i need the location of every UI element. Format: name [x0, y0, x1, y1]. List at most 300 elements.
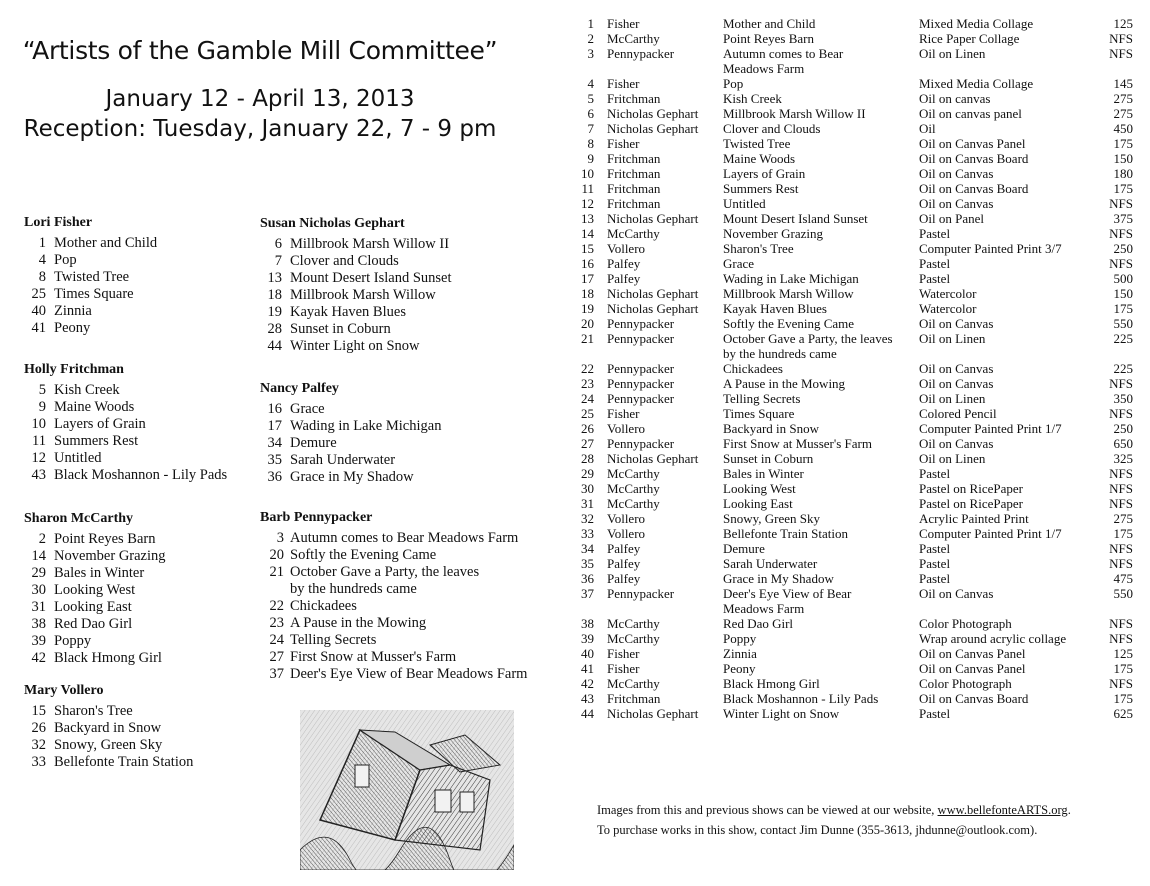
item-artist: Pennypacker — [607, 586, 675, 601]
table-row — [574, 496, 1133, 511]
artwork-number: 15 — [31, 703, 46, 719]
item-title — [723, 241, 919, 256]
table-row — [574, 616, 1133, 631]
item-medium: Computer Painted Print 3/7 — [919, 241, 1062, 256]
artwork-number: 29 — [31, 565, 46, 581]
item-number: 22 — [581, 361, 594, 376]
artwork-title: Autumn comes to Bear Meadows Farm — [290, 530, 519, 546]
item-artist: Fritchman — [607, 196, 661, 211]
item-number: 7 — [587, 121, 594, 136]
item-medium: Pastel — [919, 571, 951, 586]
artist-name: Mary Vollero — [24, 683, 104, 698]
artwork-title: Clover and Clouds — [290, 253, 399, 269]
item-title-line: Pop — [723, 76, 744, 91]
artwork-title: Summers Rest — [54, 433, 139, 449]
artwork-number: 16 — [267, 401, 282, 417]
item-number: 11 — [581, 181, 594, 196]
artwork-item — [24, 450, 227, 467]
item-title — [723, 616, 919, 631]
table-row — [574, 166, 1133, 181]
item-artist: Fritchman — [607, 151, 661, 166]
item-price: NFS — [1109, 196, 1133, 211]
item-medium: Pastel on RicePaper — [919, 496, 1023, 511]
item-title-line: A Pause in the Mowing — [723, 376, 846, 391]
table-row — [574, 271, 1133, 286]
artwork-item — [260, 253, 452, 270]
item-title-line-2: Meadows Farm — [723, 61, 805, 76]
artwork-item — [260, 435, 441, 452]
artwork-title: Mount Desert Island Sunset — [290, 270, 452, 286]
item-title — [723, 31, 919, 46]
artwork-title: Millbrook Marsh Willow — [290, 287, 436, 303]
item-artist: Nicholas Gephart — [607, 286, 699, 301]
artwork-number: 20 — [269, 547, 284, 563]
item-title — [723, 556, 919, 571]
item-title-line: Looking West — [723, 481, 796, 496]
item-title — [723, 151, 919, 166]
item-title-line: Deer's Eye View of Bear — [723, 586, 852, 601]
item-title-line: Wading in Lake Michigan — [723, 271, 859, 286]
artwork-number: 32 — [31, 737, 46, 753]
item-artist: McCarthy — [607, 631, 660, 646]
table-row — [574, 481, 1133, 496]
footer-line-1 — [597, 800, 1071, 820]
item-title-line: Sharon's Tree — [723, 241, 794, 256]
item-artist: Fisher — [607, 136, 640, 151]
item-number: 32 — [581, 511, 594, 526]
artwork-number: 10 — [31, 416, 46, 432]
item-title — [723, 121, 919, 136]
item-title-line: Clover and Clouds — [723, 121, 821, 136]
item-title — [723, 391, 919, 406]
item-title-line: Millbrook Marsh Willow — [723, 286, 854, 301]
artwork-title: Black Moshannon - Lily Pads — [54, 467, 228, 483]
item-title — [723, 76, 919, 91]
item-title — [723, 541, 919, 556]
footer-website-text: Images from this and previous shows can be viewed at our website, — [597, 803, 938, 817]
website-link[interactable]: www.bellefonteARTS.org — [937, 803, 1068, 817]
item-number: 9 — [587, 151, 594, 166]
artist-section-vollero — [24, 683, 193, 771]
item-artist: Nicholas Gephart — [607, 706, 699, 721]
item-number: 25 — [581, 406, 594, 421]
item-price: 650 — [1113, 436, 1133, 451]
item-number: 36 — [581, 571, 594, 586]
artwork-item — [24, 416, 227, 433]
artwork-title: Poppy — [54, 633, 92, 649]
item-price: NFS — [1109, 46, 1133, 61]
table-row — [574, 436, 1133, 451]
artwork-number: 3 — [276, 530, 284, 546]
item-number: 35 — [581, 556, 594, 571]
artwork-number: 28 — [267, 321, 282, 337]
item-price: NFS — [1109, 256, 1133, 271]
item-price: 125 — [1113, 646, 1133, 661]
item-title — [723, 16, 919, 31]
artwork-number: 11 — [32, 433, 46, 449]
artist-name: Lori Fisher — [24, 215, 93, 230]
table-row — [574, 406, 1133, 421]
item-title — [723, 316, 919, 331]
artwork-number: 23 — [269, 615, 284, 631]
item-medium: Watercolor — [919, 301, 977, 316]
item-title — [723, 586, 919, 616]
item-number: 3 — [587, 46, 594, 61]
artwork-item — [260, 649, 527, 666]
item-title — [723, 376, 919, 391]
item-title-line: Softly the Evening Came — [723, 316, 855, 331]
item-artist: Palfey — [607, 271, 641, 286]
artwork-number: 30 — [31, 582, 46, 598]
artwork-title: A Pause in the Mowing — [290, 615, 427, 631]
table-row — [574, 376, 1133, 391]
artwork-number: 9 — [38, 399, 46, 415]
item-title — [723, 136, 919, 151]
artwork-title: Looking West — [54, 582, 136, 598]
item-title-line: Telling Secrets — [723, 391, 801, 406]
artwork-title: Maine Woods — [54, 399, 135, 415]
item-medium: Oil on Linen — [919, 451, 986, 466]
item-artist: Nicholas Gephart — [607, 451, 699, 466]
table-row — [574, 316, 1133, 331]
item-price: 325 — [1113, 451, 1133, 466]
item-medium: Wrap around acrylic collage — [919, 631, 1067, 646]
artwork-title: Red Dao Girl — [54, 616, 133, 632]
item-price: 175 — [1113, 181, 1133, 196]
item-title-line-2: by the hundreds came — [723, 346, 837, 361]
table-row — [574, 16, 1133, 31]
table-row — [574, 631, 1133, 646]
item-number: 44 — [581, 706, 594, 721]
footer-info — [597, 800, 1071, 840]
table-row — [574, 511, 1133, 526]
item-price: NFS — [1109, 31, 1133, 46]
table-row — [574, 286, 1133, 301]
artist-name: Holly Fritchman — [24, 362, 124, 377]
item-title — [723, 511, 919, 526]
show-dates: January 12 - April 13, 2013 — [105, 86, 415, 112]
item-artist: Pennypacker — [607, 316, 675, 331]
item-price: NFS — [1109, 496, 1133, 511]
artwork-title: November Grazing — [54, 548, 166, 564]
item-price: NFS — [1109, 226, 1133, 241]
artist-name: Nancy Palfey — [260, 381, 339, 396]
artwork-number: 40 — [31, 303, 46, 319]
artwork-item — [260, 321, 452, 338]
item-medium: Pastel on RicePaper — [919, 481, 1023, 496]
artwork-number: 19 — [267, 304, 282, 320]
item-title-line: Layers of Grain — [723, 166, 806, 181]
item-medium: Oil on Canvas — [919, 436, 994, 451]
item-medium: Oil on canvas — [919, 91, 991, 106]
artwork-title: October Gave a Party, the leaves — [290, 564, 480, 580]
item-medium: Pastel — [919, 256, 951, 271]
artwork-item — [260, 236, 452, 253]
artwork-item-continued — [260, 581, 527, 598]
artwork-item — [24, 565, 166, 582]
artwork-item — [260, 530, 527, 547]
item-number: 43 — [581, 691, 594, 706]
artwork-item — [260, 547, 527, 564]
item-medium: Oil on Linen — [919, 391, 986, 406]
artwork-item — [260, 338, 452, 355]
item-number: 41 — [581, 661, 594, 676]
table-row — [574, 466, 1133, 481]
artwork-number: 5 — [38, 382, 46, 398]
table-row — [574, 211, 1133, 226]
artwork-title: Pop — [54, 252, 77, 268]
artwork-item — [260, 469, 441, 486]
item-title-line-2: Meadows Farm — [723, 601, 805, 616]
artwork-item — [24, 382, 227, 399]
item-number: 4 — [587, 76, 594, 91]
artwork-title: Chickadees — [290, 598, 357, 614]
item-title — [723, 226, 919, 241]
item-number: 13 — [581, 211, 594, 226]
item-artist: McCarthy — [607, 481, 660, 496]
table-row — [574, 121, 1133, 136]
item-price: 145 — [1113, 76, 1133, 91]
item-number: 29 — [581, 466, 594, 481]
table-row — [574, 691, 1133, 706]
item-title-line: Mother and Child — [723, 16, 816, 31]
item-artist: Pennypacker — [607, 46, 675, 61]
artwork-number: 24 — [269, 632, 284, 648]
artwork-title: Zinnia — [54, 303, 92, 319]
item-artist: Fisher — [607, 406, 640, 421]
table-row — [574, 646, 1133, 661]
artwork-title: Bales in Winter — [54, 565, 145, 581]
artwork-number: 14 — [31, 548, 46, 564]
table-row — [574, 526, 1133, 541]
item-medium: Acrylic Painted Print — [919, 511, 1029, 526]
artwork-number: 34 — [267, 435, 282, 451]
item-price: 625 — [1113, 706, 1133, 721]
item-medium: Oil on Linen — [919, 46, 986, 61]
item-medium: Mixed Media Collage — [919, 16, 1034, 31]
artwork-item — [24, 582, 166, 599]
item-title-line: Chickadees — [723, 361, 783, 376]
item-price: NFS — [1109, 466, 1133, 481]
item-number: 6 — [587, 106, 594, 121]
artwork-title: Kish Creek — [54, 382, 120, 398]
artwork-number: 35 — [267, 452, 282, 468]
item-title-line: Untitled — [723, 196, 766, 211]
item-number: 40 — [581, 646, 594, 661]
artwork-number: 8 — [38, 269, 46, 285]
item-price: 125 — [1113, 16, 1133, 31]
artist-section-palfey — [260, 381, 441, 486]
artwork-number: 41 — [31, 320, 46, 336]
item-title — [723, 436, 919, 451]
item-medium: Oil on Canvas — [919, 586, 994, 601]
artist-section-mccarthy — [24, 511, 166, 667]
artwork-number: 25 — [31, 286, 46, 302]
artwork-title: Sharon's Tree — [54, 703, 133, 719]
item-title — [723, 421, 919, 436]
artwork-title: First Snow at Musser's Farm — [290, 649, 457, 665]
item-number: 21 — [581, 331, 594, 346]
item-medium: Oil on canvas panel — [919, 106, 1022, 121]
artwork-number: 21 — [269, 564, 284, 580]
item-title-line: Snowy, Green Sky — [723, 511, 821, 526]
item-medium: Oil on Canvas — [919, 196, 994, 211]
item-artist: McCarthy — [607, 226, 660, 241]
item-price: NFS — [1109, 676, 1133, 691]
item-price: 150 — [1113, 286, 1133, 301]
item-title — [723, 481, 919, 496]
item-title-line: Grace in My Shadow — [723, 571, 834, 586]
item-title — [723, 406, 919, 421]
item-medium: Pastel — [919, 541, 951, 556]
artwork-title: Kayak Haven Blues — [290, 304, 406, 320]
item-number: 15 — [581, 241, 594, 256]
item-title — [723, 286, 919, 301]
item-title-line: Bellefonte Train Station — [723, 526, 848, 541]
artwork-number: 27 — [269, 649, 284, 665]
item-medium: Pastel — [919, 556, 951, 571]
item-price: 180 — [1113, 166, 1133, 181]
item-medium: Oil on Canvas Panel — [919, 661, 1026, 676]
item-title — [723, 301, 919, 316]
table-row — [574, 661, 1133, 676]
item-title — [723, 691, 919, 706]
item-number: 42 — [581, 676, 594, 691]
table-row — [574, 391, 1133, 406]
item-artist: McCarthy — [607, 676, 660, 691]
artwork-title: Telling Secrets — [290, 632, 377, 648]
item-number: 14 — [581, 226, 594, 241]
item-medium: Pastel — [919, 226, 951, 241]
item-price: 550 — [1113, 316, 1133, 331]
item-title-line: November Grazing — [723, 226, 823, 241]
item-medium: Oil on Canvas — [919, 376, 994, 391]
item-price: 225 — [1113, 361, 1133, 376]
artwork-number: 38 — [31, 616, 46, 632]
item-number: 39 — [581, 631, 594, 646]
item-title-line: Zinnia — [723, 646, 757, 661]
item-title-line: Red Dao Girl — [723, 616, 794, 631]
item-number: 5 — [587, 91, 594, 106]
item-title-line: Summers Rest — [723, 181, 799, 196]
artwork-item — [260, 632, 527, 649]
item-number: 20 — [581, 316, 594, 331]
item-artist: McCarthy — [607, 616, 660, 631]
item-title-line: Autumn comes to Bear — [723, 46, 844, 61]
item-number: 1 — [587, 16, 594, 31]
item-title — [723, 451, 919, 466]
item-number: 30 — [581, 481, 594, 496]
item-number: 37 — [581, 586, 594, 601]
item-price: NFS — [1109, 481, 1133, 496]
item-title-line: Millbrook Marsh Willow II — [723, 106, 866, 121]
item-artist: McCarthy — [607, 466, 660, 481]
house-sketch-image — [300, 710, 514, 870]
artwork-title: Wading in Lake Michigan — [290, 418, 442, 434]
item-medium: Oil on Canvas Board — [919, 691, 1029, 706]
table-row — [574, 331, 1133, 361]
artwork-item — [24, 720, 193, 737]
artwork-item — [24, 252, 157, 269]
artwork-number: 42 — [31, 650, 46, 666]
artwork-number: 13 — [267, 270, 282, 286]
item-number: 23 — [581, 376, 594, 391]
item-number: 17 — [581, 271, 594, 286]
item-medium: Pastel — [919, 271, 951, 286]
artwork-title: Mother and Child — [54, 235, 158, 251]
item-artist: Fritchman — [607, 166, 661, 181]
item-artist: Pennypacker — [607, 436, 675, 451]
item-number: 34 — [581, 541, 594, 556]
item-medium: Color Photograph — [919, 616, 1012, 631]
artwork-item — [24, 754, 193, 771]
item-title-line: Point Reyes Barn — [723, 31, 814, 46]
item-title — [723, 196, 919, 211]
item-price: 175 — [1113, 301, 1133, 316]
table-row — [574, 226, 1133, 241]
item-artist: Fritchman — [607, 181, 661, 196]
artwork-item — [260, 666, 527, 683]
item-price: 225 — [1113, 331, 1133, 346]
item-title — [723, 91, 919, 106]
item-artist: Fisher — [607, 16, 640, 31]
artist-name: Barb Pennypacker — [260, 510, 373, 525]
artwork-number: 17 — [267, 418, 282, 434]
artwork-title: Sarah Underwater — [290, 452, 396, 468]
item-artist: Nicholas Gephart — [607, 121, 699, 136]
item-medium: Mixed Media Collage — [919, 76, 1034, 91]
table-row — [574, 136, 1133, 151]
footer-period: . — [1067, 803, 1071, 817]
item-price: 350 — [1113, 391, 1133, 406]
artwork-item — [24, 235, 157, 252]
artwork-item — [24, 633, 166, 650]
artwork-number: 6 — [274, 236, 282, 252]
item-artist: Pennypacker — [607, 361, 675, 376]
artwork-number: 39 — [31, 633, 46, 649]
artist-section-fritchman — [24, 362, 227, 484]
item-title — [723, 106, 919, 121]
item-artist: Palfey — [607, 556, 641, 571]
item-medium: Oil on Canvas — [919, 166, 994, 181]
item-artist: Pennypacker — [607, 376, 675, 391]
item-price: NFS — [1109, 541, 1133, 556]
artwork-item — [24, 616, 166, 633]
item-title-line: Looking East — [723, 496, 793, 511]
artwork-number: 12 — [31, 450, 46, 466]
item-title-line: Maine Woods — [723, 151, 796, 166]
item-artist: Palfey — [607, 256, 641, 271]
item-title — [723, 631, 919, 646]
item-price: 375 — [1113, 211, 1133, 226]
table-row — [574, 46, 1133, 76]
artwork-title: Grace — [290, 401, 325, 417]
artwork-item — [260, 564, 527, 581]
item-artist: Palfey — [607, 571, 641, 586]
artwork-number: 7 — [274, 253, 282, 269]
item-title — [723, 466, 919, 481]
artwork-item — [24, 399, 227, 416]
item-price: 275 — [1113, 106, 1133, 121]
item-artist: Palfey — [607, 541, 641, 556]
artwork-number: 2 — [38, 531, 46, 547]
item-medium: Color Photograph — [919, 676, 1012, 691]
artwork-item — [24, 286, 157, 303]
item-title — [723, 361, 919, 376]
item-title-line: First Snow at Musser's Farm — [723, 436, 872, 451]
artwork-item — [24, 467, 227, 484]
item-artist: Fisher — [607, 661, 640, 676]
